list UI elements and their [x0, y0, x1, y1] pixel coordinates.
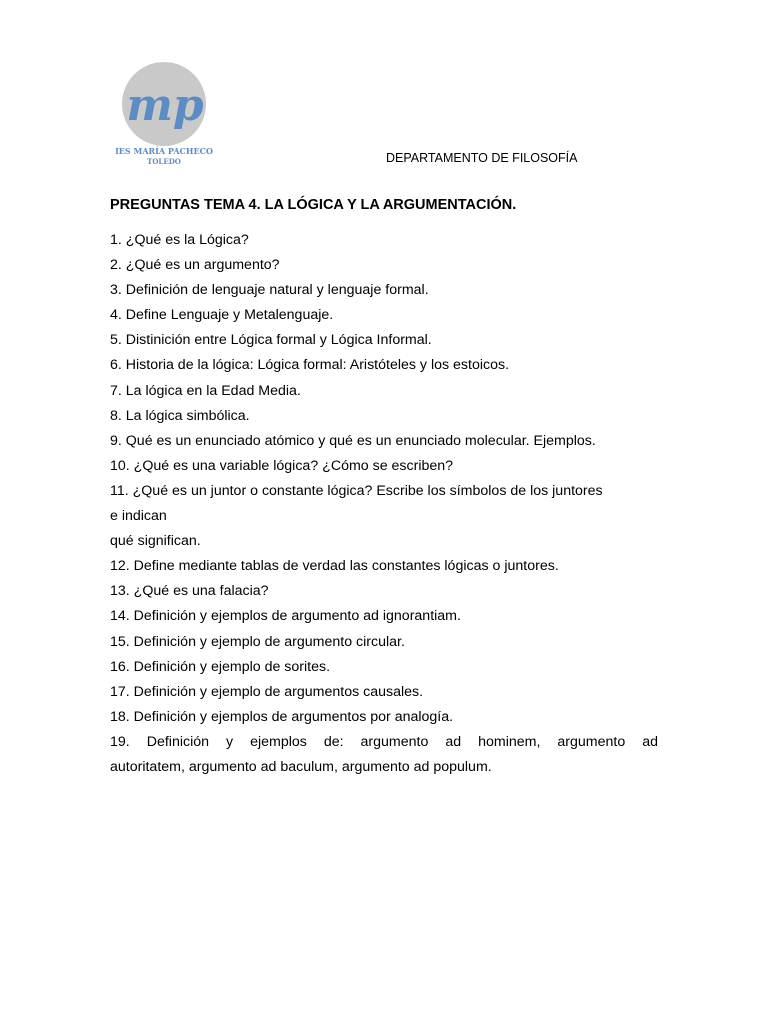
- question-list: [110, 228, 658, 780]
- question-line: 5. Distinición entre Lógica formal y Lógica Informal.: [110, 332, 432, 349]
- question-line: 16. Definición y ejemplo de sorites.: [110, 658, 331, 675]
- question-line: 2. ¿Qué es un argumento?: [110, 257, 280, 274]
- question-line: autoritatem, argumento ad baculum, argumento ad populum.: [110, 758, 492, 775]
- logo-school-city: TOLEDO: [147, 157, 181, 166]
- school-logo: [108, 60, 220, 170]
- question-line: 11. ¿Qué es un juntor o constante lógica? Escribe los símbolos de los juntores: [110, 482, 603, 499]
- question-line: 9. Qué es un enunciado atómico y qué es un enunciado molecular. Ejemplos.: [110, 432, 596, 449]
- question-line: 3. Definición de lenguaje natural y lenguaje formal.: [110, 282, 429, 299]
- logo-graphic: [108, 60, 220, 170]
- question-line: 8. La lógica simbólica.: [110, 407, 250, 424]
- question-line: 18. Definición y ejemplos de argumentos por analogía.: [110, 708, 454, 725]
- question-line: 14. Definición y ejemplos de argumento ad ignorantiam.: [110, 608, 461, 625]
- question-line: 6. Historia de la lógica: Lógica formal: Aristóteles y los estoicos.: [110, 357, 510, 374]
- question-line: 13. ¿Qué es una falacia?: [110, 583, 269, 600]
- question-line: 4. Define Lenguaje y Metalenguaje.: [110, 307, 334, 324]
- question-line: 10. ¿Qué es una variable lógica? ¿Cómo se escriben?: [110, 457, 454, 474]
- question-line: qué significan.: [110, 533, 201, 550]
- question-line: 17. Definición y ejemplo de argumentos causales.: [110, 683, 424, 700]
- department-name: DEPARTAMENTO DE FILOSOFÍA: [386, 151, 578, 165]
- question-line: 15. Definición y ejemplo de argumento circular.: [110, 633, 405, 650]
- logo-school-name: IES MARÍA PACHECO: [115, 146, 213, 156]
- question-line: 12. Define mediante tablas de verdad las constantes lógicas o juntores.: [110, 558, 559, 575]
- question-line: 1. ¿Qué es la Lógica?: [110, 232, 249, 248]
- question-line: 7. La lógica en la Edad Media.: [110, 382, 301, 399]
- question-line: 19. Definición y ejemplos de: argumento ad hominem, argumento ad: [110, 733, 658, 750]
- question-line: e indican: [110, 508, 167, 525]
- page-title: PREGUNTAS TEMA 4. LA LÓGICA Y LA ARGUMENTACIÓN.: [110, 197, 517, 213]
- logo-mark: mp: [126, 80, 204, 131]
